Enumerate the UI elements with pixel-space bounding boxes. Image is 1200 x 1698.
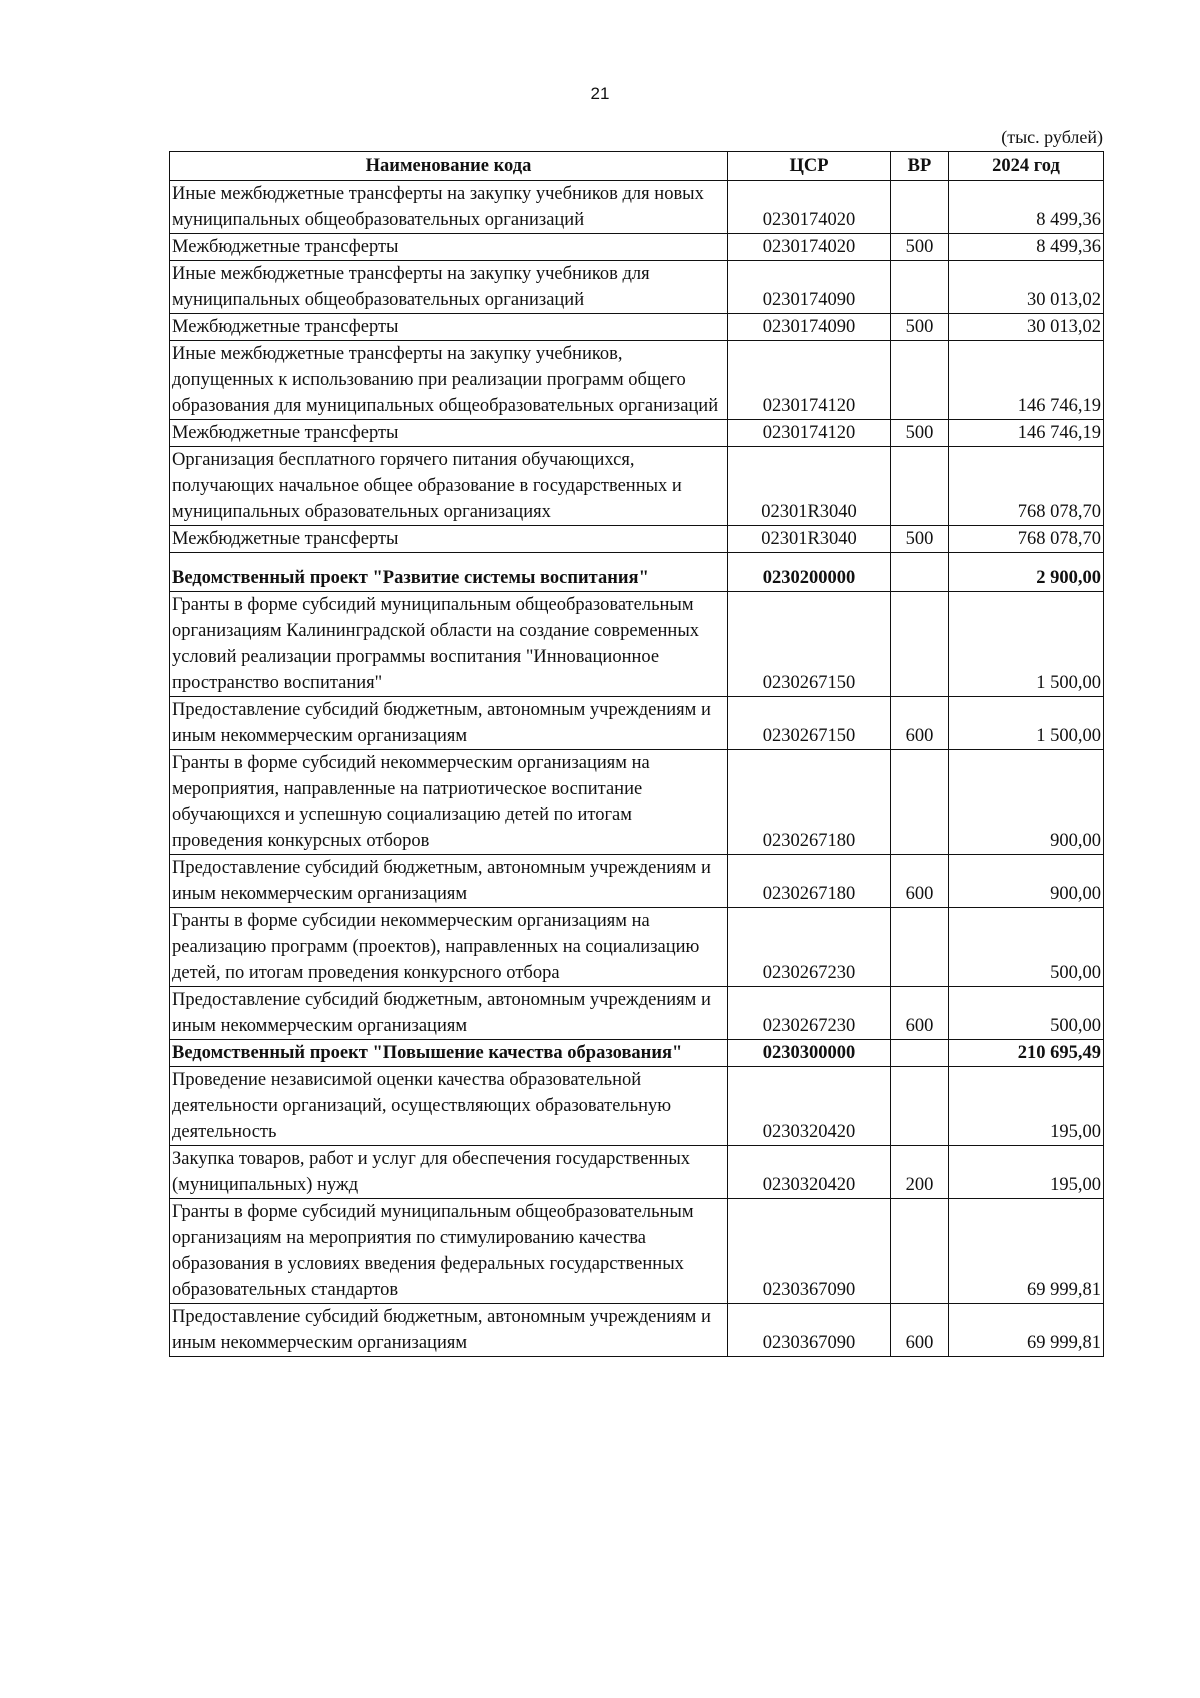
row-sum: 900,00	[949, 855, 1104, 908]
row-csr: 0230267230	[728, 987, 891, 1040]
table-row	[170, 526, 1104, 553]
table-row	[170, 181, 1104, 234]
row-vr: 600	[891, 855, 949, 908]
row-csr: 0230174020	[728, 181, 891, 234]
table-row-project	[170, 553, 1104, 592]
budget-table	[169, 151, 1104, 1357]
row-csr: 02301R3040	[728, 526, 891, 553]
row-sum: 1 500,00	[949, 697, 1104, 750]
row-csr: 0230200000	[728, 553, 891, 592]
header-year: 2024 год	[949, 152, 1104, 181]
row-name: Организация бесплатного горячего питания обучающихся, получающих начальное общее образование в государственных и муниципальных образовательных организациях	[170, 447, 728, 526]
row-sum: 768 078,70	[949, 526, 1104, 553]
units-note: (тыс. рублей)	[1001, 127, 1103, 147]
row-csr: 0230174090	[728, 261, 891, 314]
table-row	[170, 592, 1104, 697]
header-vr: ВР	[891, 152, 949, 181]
row-sum: 146 746,19	[949, 341, 1104, 420]
row-sum: 210 695,49	[949, 1040, 1104, 1067]
table-header-row	[170, 152, 1104, 181]
row-sum: 2 900,00	[949, 553, 1104, 592]
row-name: Иные межбюджетные трансферты на закупку учебников, допущенных к использованию при реализации программ общего образования для муниципальных общеобразовательных организаций	[170, 341, 728, 420]
row-vr	[891, 1067, 949, 1146]
row-vr: 500	[891, 314, 949, 341]
header-csr: ЦСР	[728, 152, 891, 181]
row-csr: 0230367090	[728, 1199, 891, 1304]
row-name: Ведомственный проект "Развитие системы воспитания"	[170, 553, 728, 592]
row-vr	[891, 592, 949, 697]
row-sum: 146 746,19	[949, 420, 1104, 447]
row-csr: 0230267150	[728, 592, 891, 697]
row-name: Иные межбюджетные трансферты на закупку учебников для новых муниципальных общеобразовательных организаций	[170, 181, 728, 234]
row-vr	[891, 553, 949, 592]
row-name: Гранты в форме субсидии некоммерческим организациям на реализацию программ (проектов), направленных на социализацию детей, по итогам проведения конкурсного отбора	[170, 908, 728, 987]
table-row	[170, 697, 1104, 750]
row-name: Предоставление субсидий бюджетным, автономным учреждениям и иным некоммерческим организациям	[170, 987, 728, 1040]
table-row	[170, 314, 1104, 341]
header-name: Наименование кода	[170, 152, 728, 181]
row-name: Проведение независимой оценки качества образовательной деятельности организаций, осуществляющих образовательную деятельность	[170, 1067, 728, 1146]
row-name: Предоставление субсидий бюджетным, автономным учреждениям и иным некоммерческим организациям	[170, 697, 728, 750]
row-csr: 0230267150	[728, 697, 891, 750]
row-sum: 195,00	[949, 1146, 1104, 1199]
row-sum: 500,00	[949, 987, 1104, 1040]
table-row	[170, 1146, 1104, 1199]
row-csr: 0230267180	[728, 750, 891, 855]
table-row	[170, 447, 1104, 526]
row-sum: 8 499,36	[949, 181, 1104, 234]
table-row-project	[170, 1040, 1104, 1067]
row-vr: 200	[891, 1146, 949, 1199]
row-vr: 500	[891, 234, 949, 261]
row-csr: 0230267180	[728, 855, 891, 908]
table-row	[170, 987, 1104, 1040]
row-csr: 0230320420	[728, 1067, 891, 1146]
row-sum: 500,00	[949, 908, 1104, 987]
row-vr	[891, 261, 949, 314]
row-csr: 0230320420	[728, 1146, 891, 1199]
row-sum: 195,00	[949, 1067, 1104, 1146]
row-csr: 0230174020	[728, 234, 891, 261]
row-csr: 0230367090	[728, 1304, 891, 1357]
row-name: Ведомственный проект "Повышение качества образования"	[170, 1040, 728, 1067]
row-name: Закупка товаров, работ и услуг для обеспечения государственных (муниципальных) нужд	[170, 1146, 728, 1199]
row-name: Межбюджетные трансферты	[170, 234, 728, 261]
table-row	[170, 1067, 1104, 1146]
row-vr	[891, 1040, 949, 1067]
row-sum: 30 013,02	[949, 261, 1104, 314]
row-name: Гранты в форме субсидий некоммерческим организациям на мероприятия, направленные на патриотическое воспитание обучающихся и успешную социализацию детей по итогам проведения конкурсных отборов	[170, 750, 728, 855]
table-row	[170, 234, 1104, 261]
row-name: Иные межбюджетные трансферты на закупку учебников для муниципальных общеобразовательных организаций	[170, 261, 728, 314]
row-sum: 69 999,81	[949, 1199, 1104, 1304]
row-vr	[891, 750, 949, 855]
row-name: Межбюджетные трансферты	[170, 314, 728, 341]
table-row	[170, 341, 1104, 420]
table-row	[170, 420, 1104, 447]
table-row	[170, 261, 1104, 314]
row-name: Гранты в форме субсидий муниципальным общеобразовательным организациям на мероприятия по стимулированию качества образования в условиях введения федеральных государственных образовательных стандартов	[170, 1199, 728, 1304]
row-sum: 768 078,70	[949, 447, 1104, 526]
row-vr: 600	[891, 697, 949, 750]
row-csr: 02301R3040	[728, 447, 891, 526]
row-name: Предоставление субсидий бюджетным, автономным учреждениям и иным некоммерческим организациям	[170, 1304, 728, 1357]
row-vr: 600	[891, 1304, 949, 1357]
page-number: 21	[590, 84, 610, 103]
table-row	[170, 908, 1104, 987]
row-vr: 600	[891, 987, 949, 1040]
table-row	[170, 750, 1104, 855]
row-vr	[891, 181, 949, 234]
row-vr	[891, 447, 949, 526]
row-csr: 0230174120	[728, 420, 891, 447]
table-row	[170, 1304, 1104, 1357]
row-csr: 0230300000	[728, 1040, 891, 1067]
row-name: Межбюджетные трансферты	[170, 420, 728, 447]
row-name: Межбюджетные трансферты	[170, 526, 728, 553]
table-row	[170, 855, 1104, 908]
row-sum: 8 499,36	[949, 234, 1104, 261]
row-csr: 0230174090	[728, 314, 891, 341]
row-name: Предоставление субсидий бюджетным, автономным учреждениям и иным некоммерческим организациям	[170, 855, 728, 908]
row-csr: 0230267230	[728, 908, 891, 987]
row-vr	[891, 908, 949, 987]
row-sum: 30 013,02	[949, 314, 1104, 341]
row-vr: 500	[891, 526, 949, 553]
row-vr	[891, 341, 949, 420]
row-name: Гранты в форме субсидий муниципальным общеобразовательным организациям Калининградской области на создание современных условий реализации программы воспитания "Инновационное пространство воспитания"	[170, 592, 728, 697]
table-row	[170, 1199, 1104, 1304]
row-vr	[891, 1199, 949, 1304]
row-vr: 500	[891, 420, 949, 447]
row-sum: 1 500,00	[949, 592, 1104, 697]
row-sum: 69 999,81	[949, 1304, 1104, 1357]
row-sum: 900,00	[949, 750, 1104, 855]
row-csr: 0230174120	[728, 341, 891, 420]
